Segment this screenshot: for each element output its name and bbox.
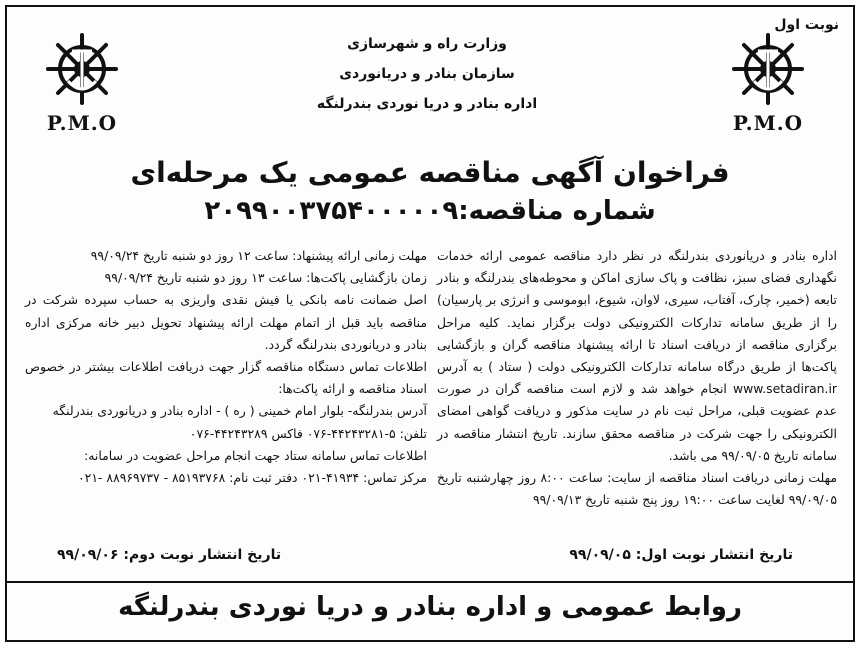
ship-wheel-anchor-icon — [728, 29, 808, 109]
notice-title: فراخوان آگهی مناقصه عمومی یک مرحله‌ای — [130, 156, 730, 189]
setad-contact-intro: اطلاعات تماس سامانه ستاد جهت انجام مراحل عضویت در سامانه: — [84, 447, 427, 463]
ship-wheel-anchor-icon — [42, 29, 122, 109]
org-line-office: اداره بنادر و دریا نوردی بندرلنگه — [316, 96, 538, 112]
opening-time: زمان بازگشایی پاکت‌ها: ساعت ۱۳ روز دو شنبه تاریخ ۹۹/۰۹/۲۴ — [104, 270, 427, 286]
org-line-organization: سازمان بنادر و دریانوردی — [339, 66, 515, 82]
pmo-logo-text: P.M.O — [732, 111, 804, 135]
org-line-ministry: وزارت راه و شهرسازی — [347, 36, 507, 52]
tender-number: ۲۰۹۹۰۰۳۷۵۴۰۰۰۰۰۹ — [204, 196, 459, 226]
description-text: اداره بنادر و دریانوردی بندرلنگه در نظر دارد مناقصه عمومی ارائه خدمات نگهداری فضای سبز، نظافت و پاک سازی اماکن و محوطه‌های بندرلنگه و بنادر تابعه (خمیر، چارک، آفتاب، سیری، لاوان، شیوع، ابوموسی و انرژی بر پارسیان) را از طریق سامانه تدارکات الکترونیکی دولت برگزار نماید. کلیه مراحل برگزاری مناقصه از دریافت اسناد تا ارائه پیشنهاد مناقصه گران و بازگشایی پاکت‌ها از طریق درگاه سامانه تدارکات الکترونیکی دولت ( ستاد ) به آدرس — [437, 248, 837, 375]
organization-heading — [267, 29, 587, 119]
proposal-deadline: مهلت زمانی ارائه پیشنهاد: ساعت ۱۲ روز دو شنبه تاریخ ۹۹/۰۹/۲۴ — [90, 248, 427, 263]
address: آدرس بندرلنگه- بلوار امام خمینی ( ره ) - اداره بنادر و دریانوردی بندرلنگه — [52, 403, 427, 419]
description-paragraph — [437, 245, 837, 467]
tender-number-label: شماره مناقصه: — [458, 196, 656, 226]
details-column — [25, 245, 427, 489]
description-column — [437, 245, 837, 511]
guarantee-note: اصل ضمانت نامه بانکی یا فیش نقدی واریزی به حساب سپرده شرکت در مناقصه باید قبل از اتمام مهلت ارائه پیشنهاد تحویل دبیر خانه مرکزی اداره بنادر و دریانوردی بندرلنگه گردد. — [25, 292, 427, 352]
public-relations-footer: روابط عمومی و اداره بنادر و دریا نوردی بندرلنگه — [7, 581, 853, 631]
pmo-logo-left — [37, 29, 127, 135]
description-text-continued: انجام خواهد شد و لازم است مناقصه گران در صورت عدم عضویت قبلی، مراحل ثبت نام در سایت مذکور و دریافت گواهی امضای الکترونیکی را جهت شرکت در مناقصه محقق سازند. تاریخ انتشار مناقصه در سامانه تاریخ ۹۹/۰۹/۰۵ می باشد. — [437, 381, 837, 463]
round-label: نوبت اول — [774, 17, 839, 33]
setad-call-center: مرکز تماس: ۴۱۹۳۴-۰۲۱ دفتر ثبت نام: ۸۵۱۹۳۷۶۸ - ۸۸۹۶۹۷۳۷ -۰۲۱ — [78, 470, 427, 486]
tender-number-line — [7, 193, 853, 229]
first-publish-date: تاریخ انتشار نوبت اول: ۹۹/۰۹/۰۵ — [569, 547, 793, 563]
pmo-logo-right — [723, 29, 813, 135]
second-publish-date: تاریخ انتشار نوبت دوم: ۹۹/۰۹/۰۶ — [57, 547, 282, 563]
website-link[interactable]: www.setadiran.ir — [732, 381, 837, 397]
document-deadline: مهلت زمانی دریافت اسناد مناقصه از سایت: ساعت ۸:۰۰ روز چهارشنبه تاریخ ۹۹/۰۹/۰۵ لغایت ساعت ۱۹:۰۰ روز پنج شنبه تاریخ ۹۹/۰۹/۱۳ — [437, 470, 837, 508]
pmo-logo-text: P.M.O — [46, 111, 118, 135]
tender-notice — [5, 5, 855, 642]
contact-intro: اطلاعات تماس دستگاه مناقصه گزار جهت دریافت اطلاعات بیشتر در خصوص اسناد مناقصه و ارائه پاکت‌ها: — [25, 359, 427, 397]
phone-fax: تلفن: ۵-۴۴۲۴۳۲۸۱-۰۷۶ فاکس ۴۴۲۴۳۲۸۹-۰۷۶ — [189, 425, 427, 441]
